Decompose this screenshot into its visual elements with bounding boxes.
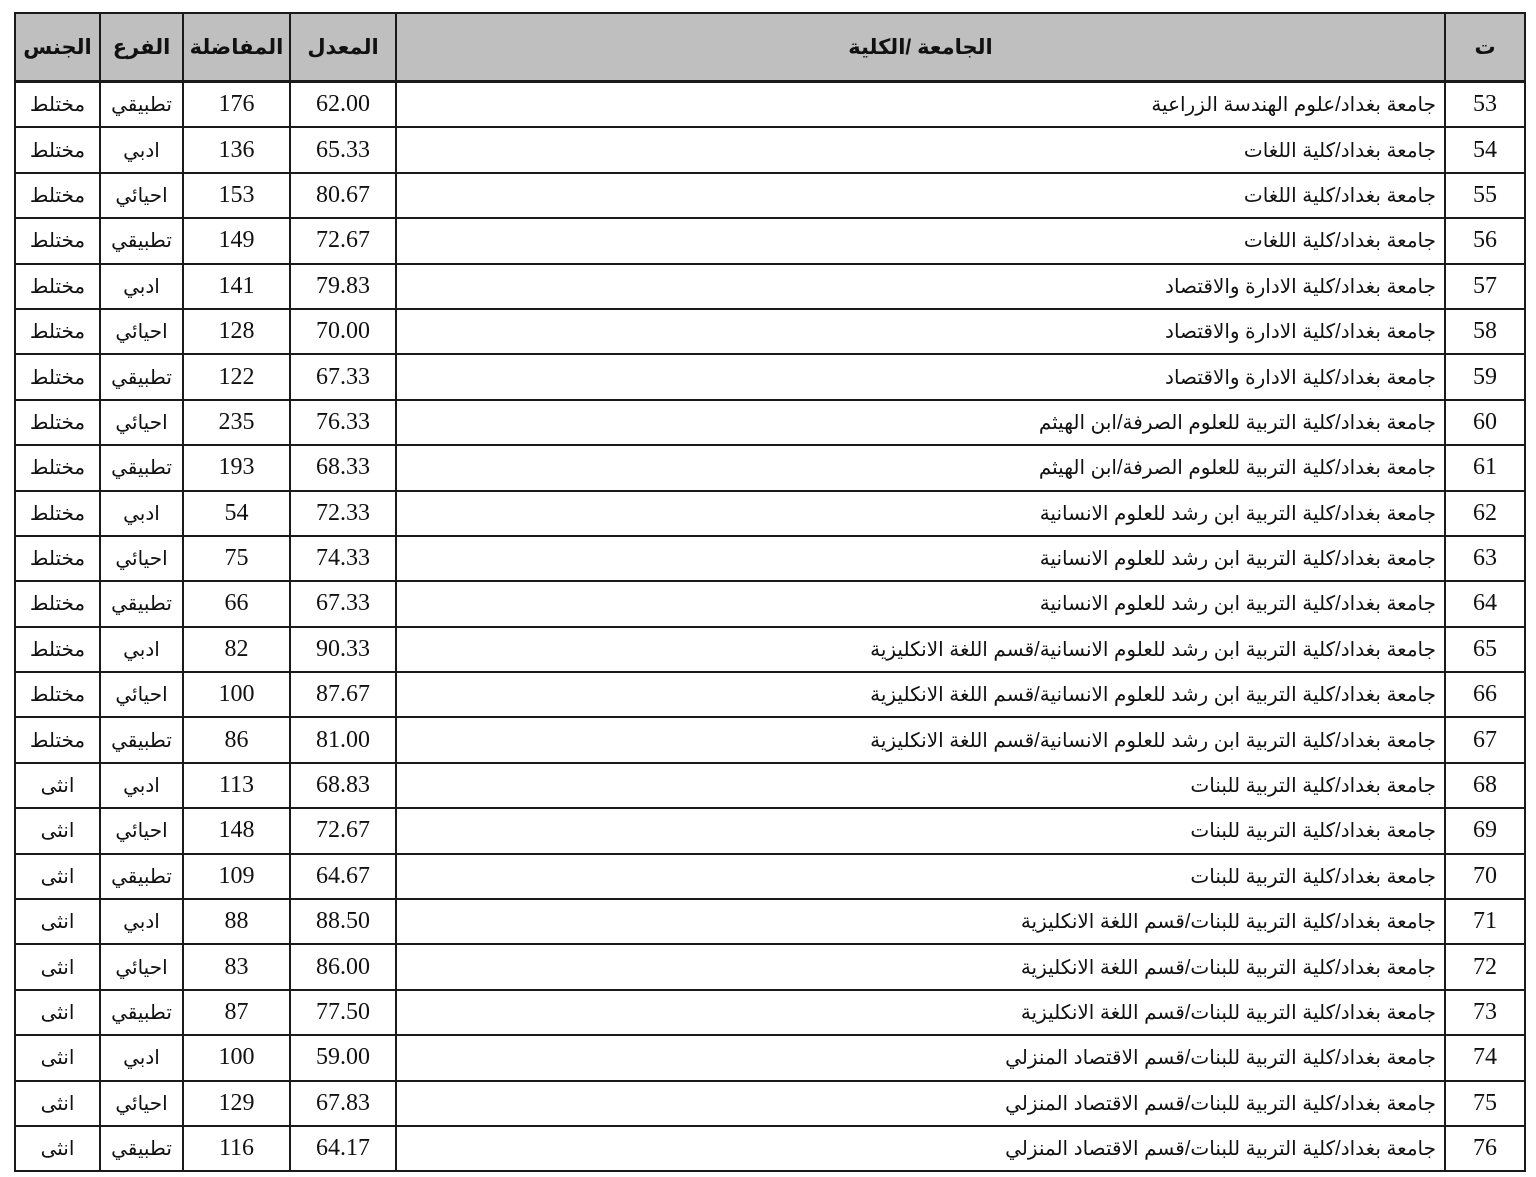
cell-preference: 83 [183, 944, 290, 989]
table-row [15, 264, 1525, 309]
cell-preference: 193 [183, 445, 290, 490]
cell-university: جامعة بغداد/كلية التربية للبنات/قسم الاقتصاد المنزلي [396, 1035, 1445, 1080]
cell-branch: احيائي [100, 672, 183, 717]
cell-average: 68.33 [290, 445, 396, 490]
cell-university: جامعة بغداد/كلية التربية ابن رشد للعلوم الانسانية/قسم اللغة الانكليزية [396, 672, 1445, 717]
cell-average: 72.67 [290, 218, 396, 263]
cell-average: 88.50 [290, 899, 396, 944]
header-preference: المفاضلة [183, 13, 290, 82]
cell-gender: مختلط [15, 354, 100, 399]
cell-branch: ادبي [100, 627, 183, 672]
cell-gender: انثى [15, 1126, 100, 1171]
cell-preference: 86 [183, 717, 290, 762]
cell-gender: مختلط [15, 127, 100, 172]
cell-number: 54 [1445, 127, 1525, 172]
cell-average: 76.33 [290, 400, 396, 445]
cell-branch: ادبي [100, 1035, 183, 1080]
cell-number: 71 [1445, 899, 1525, 944]
cell-average: 68.83 [290, 763, 396, 808]
cell-number: 59 [1445, 354, 1525, 399]
table-row [15, 173, 1525, 218]
cell-branch: تطبيقي [100, 990, 183, 1035]
table-row [15, 581, 1525, 626]
cell-number: 68 [1445, 763, 1525, 808]
cell-university: جامعة بغداد/كلية التربية للعلوم الصرفة/ابن الهيثم [396, 445, 1445, 490]
cell-gender: مختلط [15, 82, 100, 128]
cell-university: جامعة بغداد/كلية التربية للبنات/قسم الاقتصاد المنزلي [396, 1126, 1445, 1171]
cell-number: 56 [1445, 218, 1525, 263]
cell-preference: 88 [183, 899, 290, 944]
cell-number: 63 [1445, 536, 1525, 581]
cell-number: 66 [1445, 672, 1525, 717]
cell-average: 80.67 [290, 173, 396, 218]
cell-average: 64.17 [290, 1126, 396, 1171]
cell-gender: مختلط [15, 218, 100, 263]
cell-university: جامعة بغداد/كلية التربية ابن رشد للعلوم الانسانية [396, 536, 1445, 581]
cell-preference: 153 [183, 173, 290, 218]
table-row [15, 400, 1525, 445]
table-header [15, 13, 1525, 82]
cell-preference: 128 [183, 309, 290, 354]
cell-number: 53 [1445, 82, 1525, 128]
cell-gender: انثى [15, 1035, 100, 1080]
cell-number: 70 [1445, 854, 1525, 899]
table-row [15, 763, 1525, 808]
cell-average: 86.00 [290, 944, 396, 989]
cell-university: جامعة بغداد/كلية التربية للبنات/قسم اللغة الانكليزية [396, 944, 1445, 989]
cell-gender: مختلط [15, 627, 100, 672]
cell-average: 64.67 [290, 854, 396, 899]
cell-number: 64 [1445, 581, 1525, 626]
cell-branch: احيائي [100, 309, 183, 354]
cell-university: جامعة بغداد/كلية التربية للبنات/قسم الاقتصاد المنزلي [396, 1081, 1445, 1126]
table-row [15, 1081, 1525, 1126]
cell-preference: 235 [183, 400, 290, 445]
cell-university: جامعة بغداد/كلية اللغات [396, 173, 1445, 218]
cell-preference: 116 [183, 1126, 290, 1171]
cell-university: جامعة بغداد/كلية التربية للعلوم الصرفة/ابن الهيثم [396, 400, 1445, 445]
cell-average: 74.33 [290, 536, 396, 581]
table-row [15, 899, 1525, 944]
cell-number: 74 [1445, 1035, 1525, 1080]
cell-preference: 176 [183, 82, 290, 128]
cell-number: 57 [1445, 264, 1525, 309]
cell-preference: 122 [183, 354, 290, 399]
table-row [15, 491, 1525, 536]
cell-gender: انثى [15, 1081, 100, 1126]
cell-branch: تطبيقي [100, 445, 183, 490]
table-row [15, 944, 1525, 989]
header-average: المعدل [290, 13, 396, 82]
cell-branch: تطبيقي [100, 218, 183, 263]
cell-university: جامعة بغداد/كلية التربية للبنات/قسم اللغة الانكليزية [396, 990, 1445, 1035]
cell-gender: مختلط [15, 445, 100, 490]
cell-preference: 141 [183, 264, 290, 309]
cell-number: 55 [1445, 173, 1525, 218]
cell-branch: تطبيقي [100, 82, 183, 128]
cell-university: جامعة بغداد/كلية الادارة والاقتصاد [396, 264, 1445, 309]
cell-university: جامعة بغداد/كلية التربية للبنات [396, 808, 1445, 853]
cell-average: 67.83 [290, 1081, 396, 1126]
cell-university: جامعة بغداد/علوم الهندسة الزراعية [396, 82, 1445, 128]
table-row [15, 82, 1525, 128]
cell-average: 87.67 [290, 672, 396, 717]
cell-number: 60 [1445, 400, 1525, 445]
cell-university: جامعة بغداد/كلية الادارة والاقتصاد [396, 354, 1445, 399]
cell-branch: احيائي [100, 400, 183, 445]
cell-branch: احيائي [100, 536, 183, 581]
cell-university: جامعة بغداد/كلية اللغات [396, 218, 1445, 263]
cell-university: جامعة بغداد/كلية اللغات [396, 127, 1445, 172]
table-row [15, 672, 1525, 717]
cell-preference: 129 [183, 1081, 290, 1126]
table-row [15, 990, 1525, 1035]
cell-preference: 82 [183, 627, 290, 672]
cell-university: جامعة بغداد/كلية التربية للبنات [396, 763, 1445, 808]
cell-branch: احيائي [100, 1081, 183, 1126]
cell-gender: مختلط [15, 717, 100, 762]
cell-gender: مختلط [15, 491, 100, 536]
cell-preference: 100 [183, 672, 290, 717]
admissions-table [14, 12, 1526, 1172]
cell-branch: تطبيقي [100, 717, 183, 762]
cell-preference: 113 [183, 763, 290, 808]
cell-university: جامعة بغداد/كلية الادارة والاقتصاد [396, 309, 1445, 354]
cell-average: 62.00 [290, 82, 396, 128]
table-row [15, 1126, 1525, 1171]
cell-preference: 109 [183, 854, 290, 899]
cell-average: 59.00 [290, 1035, 396, 1080]
cell-university: جامعة بغداد/كلية التربية للبنات [396, 854, 1445, 899]
cell-average: 81.00 [290, 717, 396, 762]
cell-gender: انثى [15, 899, 100, 944]
cell-number: 69 [1445, 808, 1525, 853]
cell-preference: 136 [183, 127, 290, 172]
cell-number: 58 [1445, 309, 1525, 354]
header-branch: الفرع [100, 13, 183, 82]
cell-preference: 87 [183, 990, 290, 1035]
cell-university: جامعة بغداد/كلية التربية للبنات/قسم اللغة الانكليزية [396, 899, 1445, 944]
cell-average: 77.50 [290, 990, 396, 1035]
cell-gender: انثى [15, 944, 100, 989]
cell-branch: تطبيقي [100, 854, 183, 899]
cell-number: 61 [1445, 445, 1525, 490]
cell-gender: انثى [15, 990, 100, 1035]
cell-average: 72.67 [290, 808, 396, 853]
cell-average: 72.33 [290, 491, 396, 536]
cell-branch: احيائي [100, 808, 183, 853]
cell-preference: 66 [183, 581, 290, 626]
cell-gender: مختلط [15, 672, 100, 717]
cell-branch: ادبي [100, 264, 183, 309]
cell-gender: مختلط [15, 536, 100, 581]
cell-gender: مختلط [15, 400, 100, 445]
cell-gender: مختلط [15, 264, 100, 309]
table-row [15, 354, 1525, 399]
cell-gender: مختلط [15, 173, 100, 218]
cell-number: 72 [1445, 944, 1525, 989]
table-row [15, 445, 1525, 490]
table-row [15, 717, 1525, 762]
cell-university: جامعة بغداد/كلية التربية ابن رشد للعلوم الانسانية [396, 491, 1445, 536]
header-university: الجامعة /الكلية [396, 13, 1445, 82]
table-row [15, 309, 1525, 354]
cell-branch: تطبيقي [100, 1126, 183, 1171]
cell-branch: ادبي [100, 491, 183, 536]
table-body [15, 82, 1525, 1172]
cell-gender: مختلط [15, 581, 100, 626]
cell-branch: احيائي [100, 944, 183, 989]
cell-branch: تطبيقي [100, 354, 183, 399]
cell-preference: 148 [183, 808, 290, 853]
cell-branch: ادبي [100, 763, 183, 808]
table-row [15, 127, 1525, 172]
header-gender: الجنس [15, 13, 100, 82]
cell-average: 65.33 [290, 127, 396, 172]
cell-branch: احيائي [100, 173, 183, 218]
cell-preference: 100 [183, 1035, 290, 1080]
cell-preference: 75 [183, 536, 290, 581]
cell-preference: 54 [183, 491, 290, 536]
table-row [15, 627, 1525, 672]
cell-average: 67.33 [290, 581, 396, 626]
cell-average: 67.33 [290, 354, 396, 399]
header-number: ت [1445, 13, 1525, 82]
admissions-table-sheet [14, 12, 1524, 1172]
table-row [15, 536, 1525, 581]
cell-university: جامعة بغداد/كلية التربية ابن رشد للعلوم الانسانية/قسم اللغة الانكليزية [396, 627, 1445, 672]
cell-average: 90.33 [290, 627, 396, 672]
cell-average: 79.83 [290, 264, 396, 309]
cell-number: 76 [1445, 1126, 1525, 1171]
cell-preference: 149 [183, 218, 290, 263]
table-row [15, 854, 1525, 899]
cell-gender: انثى [15, 808, 100, 853]
cell-number: 62 [1445, 491, 1525, 536]
cell-branch: ادبي [100, 127, 183, 172]
cell-university: جامعة بغداد/كلية التربية ابن رشد للعلوم الانسانية [396, 581, 1445, 626]
cell-branch: تطبيقي [100, 581, 183, 626]
cell-branch: ادبي [100, 899, 183, 944]
cell-gender: انثى [15, 763, 100, 808]
cell-number: 65 [1445, 627, 1525, 672]
cell-average: 70.00 [290, 309, 396, 354]
cell-number: 67 [1445, 717, 1525, 762]
table-row [15, 1035, 1525, 1080]
cell-number: 75 [1445, 1081, 1525, 1126]
header-row [15, 13, 1525, 82]
table-row [15, 808, 1525, 853]
cell-number: 73 [1445, 990, 1525, 1035]
table-row [15, 218, 1525, 263]
cell-gender: انثى [15, 854, 100, 899]
cell-gender: مختلط [15, 309, 100, 354]
cell-university: جامعة بغداد/كلية التربية ابن رشد للعلوم الانسانية/قسم اللغة الانكليزية [396, 717, 1445, 762]
